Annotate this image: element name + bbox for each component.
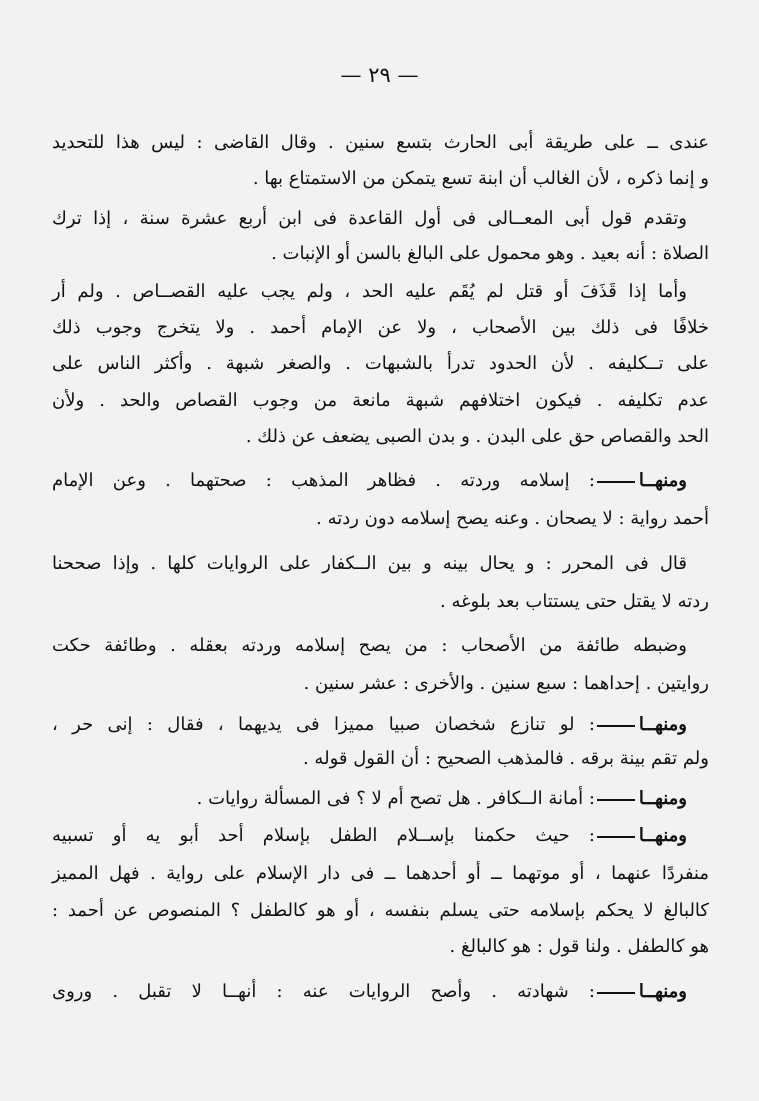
text-line-18-body: : أمانة الــكافر . هل تصح أم لا ؟ فى المسألة روايات . (196, 788, 595, 809)
text-line-8: عدم تكليفه . فيكون اختلافهم شبهة مانعة من وجوب القصاص والحد . ولأن (52, 390, 709, 411)
text-line-2: و إنما ذكره ، لأن الغالب أن ابنة تسع يتمكن من الاستمتاع بها . (252, 168, 709, 189)
text-line-20: منفردًا عنهما ، أو موتهما ــ أو أحدهما ــ فى دار الإسلام على رواية . فهل المميز (52, 863, 709, 884)
text-line-12: قال فى المحرر : و يحال بينه و بين الــكفار على الروايات كلها . وإذا صححنا (52, 553, 687, 574)
text-line-10-body: : إسلامه وردته . فظاهر المذهب : صحتهما . وعن الإمام (52, 470, 595, 491)
tatweel-rule (597, 724, 635, 727)
text-line-7: على تــكليفه . لأن الحدود تدرأ بالشبهات . والصغر شبهة . وأكثر الناس على (52, 353, 709, 374)
text-line-5: وأما إذا قَذَفَ أو قتل لم يُقَم عليه الحد ، ولم يجب عليه القصــاص . ولم أر (52, 281, 687, 302)
heading-word: ومنهــا (638, 714, 687, 735)
text-line-19 (52, 822, 687, 850)
text-line-6: خلافًا فى ذلك بين الأصحاب ، ولا عن الإمام أحمد . ولا يتخرج وجوب ذلك (52, 317, 709, 338)
text-line-1: عندى ــ على طريقة أبى الحارث بتسع سنين . وقال القاضى : ليس هذا للتحديد (52, 132, 709, 153)
text-line-23-body: : شهادته . وأصح الروايات عنه : أنهــا لا تقبل . وروى (52, 981, 595, 1002)
heading-word: ومنهــا (638, 825, 687, 846)
text-line-22: هو كالطفل . ولنا قول : هو كالبالغ . (449, 936, 709, 957)
page-number: — ٢٩ — (340, 63, 419, 87)
text-line-4: الصلاة : أنه بعيد . وهو محمول على البالغ بالسن أو الإنبات . (271, 243, 709, 264)
heading-word: ومنهــا (638, 981, 687, 1002)
text-line-3: وتقدم قول أبى المعــالى فى أول القاعدة فى ابن أربع عشرة سنة ، إذا ترك (52, 208, 687, 229)
text-line-13: ردته لا يقتل حتى يستتاب بعد بلوغه . (440, 591, 709, 612)
text-line-16 (52, 711, 687, 739)
text-line-9: الحد والقصاص حق على البدن . و بدن الصبى يضعف عن ذلك . (245, 426, 709, 447)
tatweel-rule (597, 480, 635, 483)
tatweel-rule (597, 798, 635, 801)
heading-word: ومنهــا (638, 788, 687, 809)
text-line-23 (52, 978, 687, 1006)
text-line-10 (52, 467, 687, 495)
text-line-14: وضبطه طائفة من الأصحاب : من يصح إسلامه وردته بعقله . وطائفة حكت (52, 635, 687, 656)
text-line-19-body: : حيث حكمنا بإســلام الطفل بإسلام أحد أبو يه أو تسبيه (52, 825, 595, 846)
text-line-18 (52, 785, 687, 813)
text-line-16-body: : لو تنازع شخصان صبيا مميزا فى يديهما ، فقال : إنى حر ، (52, 714, 595, 735)
text-line-21: كالبالغ لا يحكم بإسلامه حتى يسلم بنفسه ، أو هو كالطفل ؟ المنصوص عن أحمد : (52, 900, 709, 921)
heading-word: ومنهــا (638, 470, 687, 491)
text-line-15: روايتين . إحداهما : سبع سنين . والأخرى : عشر سنين . (303, 673, 709, 694)
text-line-11: أحمد رواية : لا يصحان . وعنه يصح إسلامه دون ردته . (316, 508, 709, 529)
tatweel-rule (597, 991, 635, 994)
tatweel-rule (597, 835, 635, 838)
text-line-17: ولم تقم بينة برقه . فالمذهب الصحيح : أن القول قوله . (302, 748, 709, 769)
